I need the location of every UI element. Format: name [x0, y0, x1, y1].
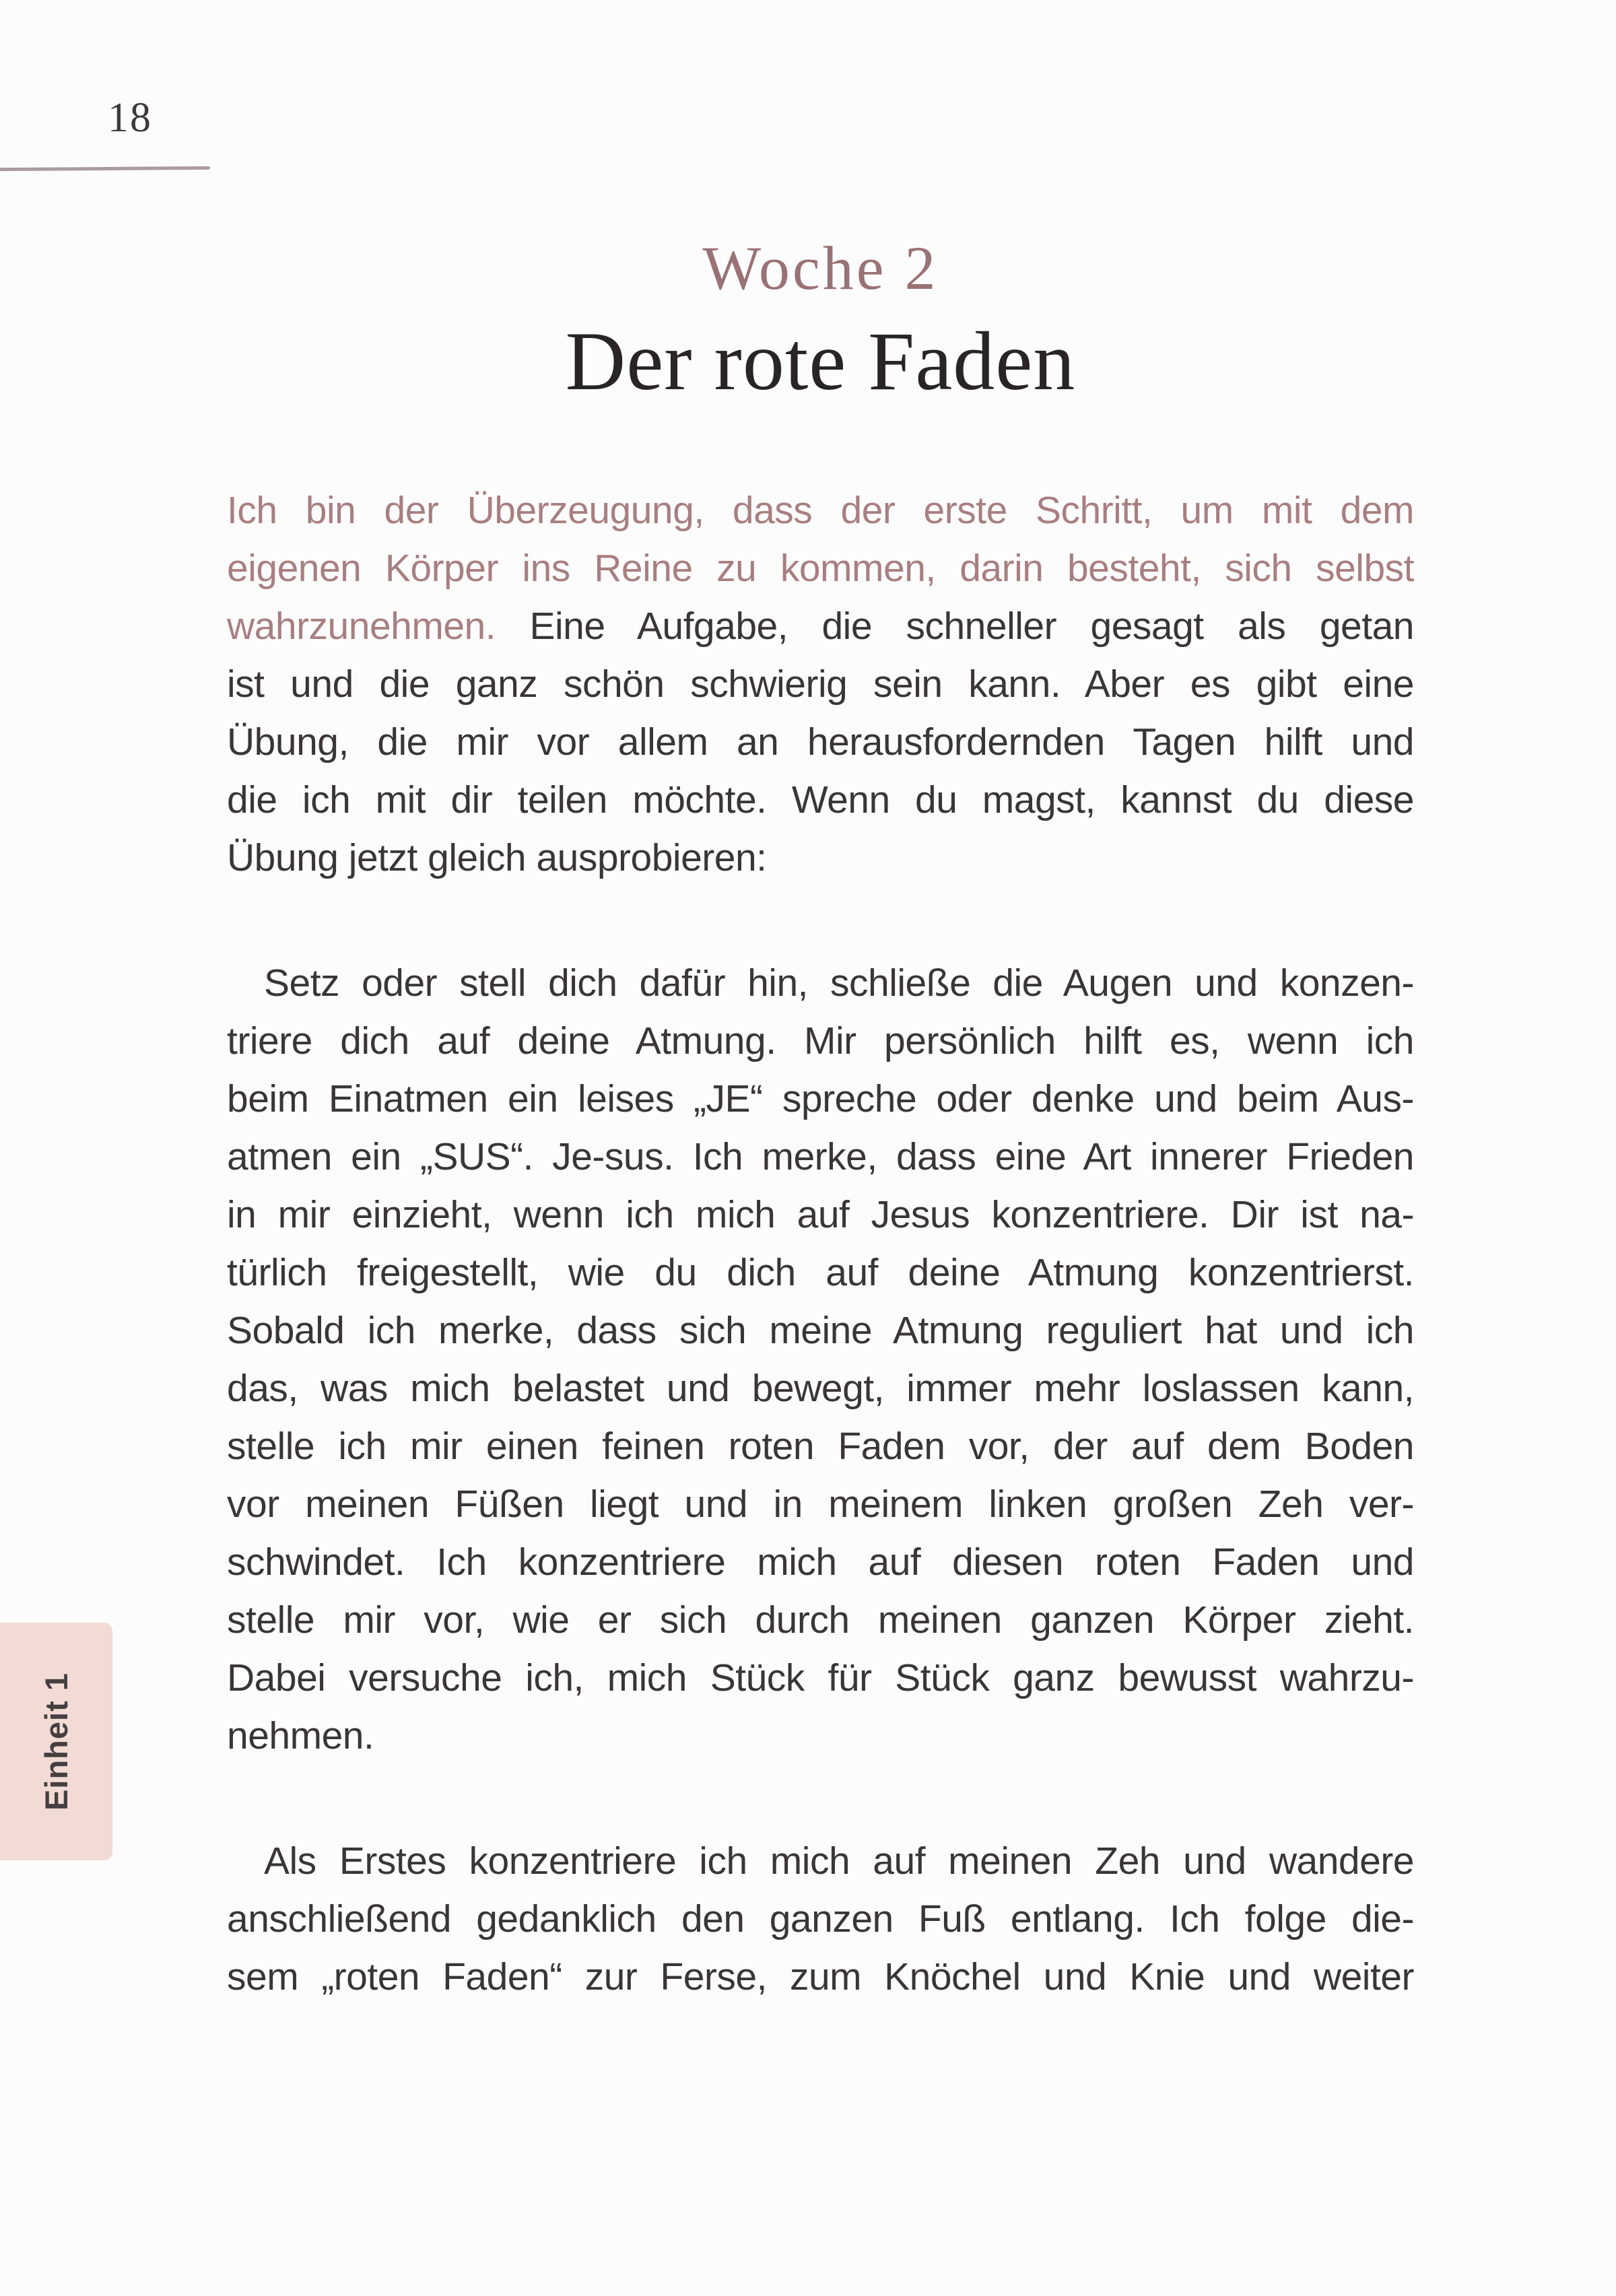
body-text-segment: türlich freigestellt, wie du dich auf deine Atmung konzentrierst. — [227, 1251, 1414, 1294]
text-line — [227, 954, 1414, 1012]
body-text-segment: nehmen. — [227, 1714, 374, 1757]
text-line — [227, 1591, 1414, 1649]
body-text-segment: Übung jetzt gleich ausprobieren: — [227, 836, 767, 879]
text-line — [227, 771, 1414, 829]
text-line — [227, 539, 1414, 597]
chapter-title: Der rote Faden — [565, 315, 1076, 407]
text-line — [227, 481, 1414, 539]
paragraph — [227, 1832, 1414, 2006]
page-number: 18 — [108, 95, 152, 141]
text-line — [227, 1890, 1414, 1948]
paragraph — [227, 481, 1414, 887]
text-line — [227, 713, 1414, 771]
body-text-segment: stelle ich mir einen feinen roten Faden vor, der auf dem Boden — [227, 1425, 1414, 1468]
header-rule — [0, 166, 210, 171]
body-text-segment: triere dich auf deine Atmung. Mir persönlich hilft es, wenn ich — [227, 1019, 1414, 1062]
body-text-segment: vor meinen Füßen liegt und in meinem linken großen Zeh ver- — [227, 1483, 1414, 1526]
body-text-segment: beim Einatmen ein leises „JE“ spreche oder denke und beim Aus- — [227, 1077, 1414, 1120]
body-text-segment: sem „roten Faden“ zur Ferse, zum Knöchel und Knie und weiter — [227, 1955, 1414, 1998]
text-line — [227, 1417, 1414, 1475]
body-text-segment: atmen ein „SUS“. Je-sus. Ich merke, dass eine Art innerer Frieden — [227, 1135, 1414, 1178]
text-line — [227, 1302, 1414, 1359]
body-text-segment: Übung, die mir vor allem an herausfordernden Tagen hilft und — [227, 720, 1414, 764]
text-line — [227, 1012, 1414, 1070]
body-text-segment: Eine Aufgabe, die schneller gesagt als getan — [496, 605, 1414, 648]
body-text-segment: ist und die ganz schön schwierig sein kann. Aber es gibt eine — [227, 663, 1414, 706]
text-line — [227, 1186, 1414, 1244]
text-line — [227, 1533, 1414, 1591]
body-text-segment: Dabei versuche ich, mich Stück für Stück ganz bewusst wahrzu- — [227, 1656, 1414, 1699]
text-line — [227, 1475, 1414, 1533]
body-text-segment: das, was mich belastet und bewegt, immer mehr loslassen kann, — [227, 1367, 1414, 1410]
paragraph — [227, 954, 1414, 1765]
text-line — [227, 1707, 1414, 1765]
text-line — [227, 1649, 1414, 1707]
body-text-segment: in mir einzieht, wenn ich mich auf Jesus konzentriere. Dir ist na- — [227, 1193, 1414, 1236]
text-line — [227, 597, 1414, 655]
body-text-segment: Setz oder stell dich dafür hin, schließe die Augen und konzen- — [264, 961, 1414, 1005]
body-text-segment: die ich mit dir teilen möchte. Wenn du magst, kannst du diese — [227, 778, 1414, 821]
text-line — [227, 1128, 1414, 1186]
body-text-segment: Als Erstes konzentriere ich mich auf meinen Zeh und wandere — [264, 1839, 1414, 1883]
body-text-segment: stelle mir vor, wie er sich durch meinen ganzen Körper zieht. — [227, 1598, 1414, 1642]
lead-in-text: wahrzunehmen. — [227, 605, 496, 648]
text-line — [227, 655, 1414, 713]
body-text-segment: Sobald ich merke, dass sich meine Atmung reguliert hat und ich — [227, 1309, 1414, 1352]
lead-in-text: Ich bin der Überzeugung, dass der erste Schritt, um mit dem — [227, 489, 1414, 532]
text-line — [227, 1070, 1414, 1128]
text-line — [227, 1948, 1414, 2006]
text-line — [227, 1244, 1414, 1302]
unit-tab-label: Einheit 1 — [38, 1673, 74, 1811]
body-text-segment: schwindet. Ich konzentriere mich auf diesen roten Faden und — [227, 1541, 1414, 1584]
text-line — [227, 1359, 1414, 1417]
text-line — [227, 829, 1414, 887]
body-text — [227, 481, 1414, 2006]
unit-tab — [0, 1623, 112, 1860]
body-text-segment: anschließend gedanklich den ganzen Fuß entlang. Ich folge die- — [227, 1897, 1414, 1940]
text-line — [227, 1832, 1414, 1890]
lead-in-text: eigenen Körper ins Reine zu kommen, darin besteht, sich selbst — [227, 547, 1414, 590]
week-kicker: Woche 2 — [702, 234, 939, 302]
